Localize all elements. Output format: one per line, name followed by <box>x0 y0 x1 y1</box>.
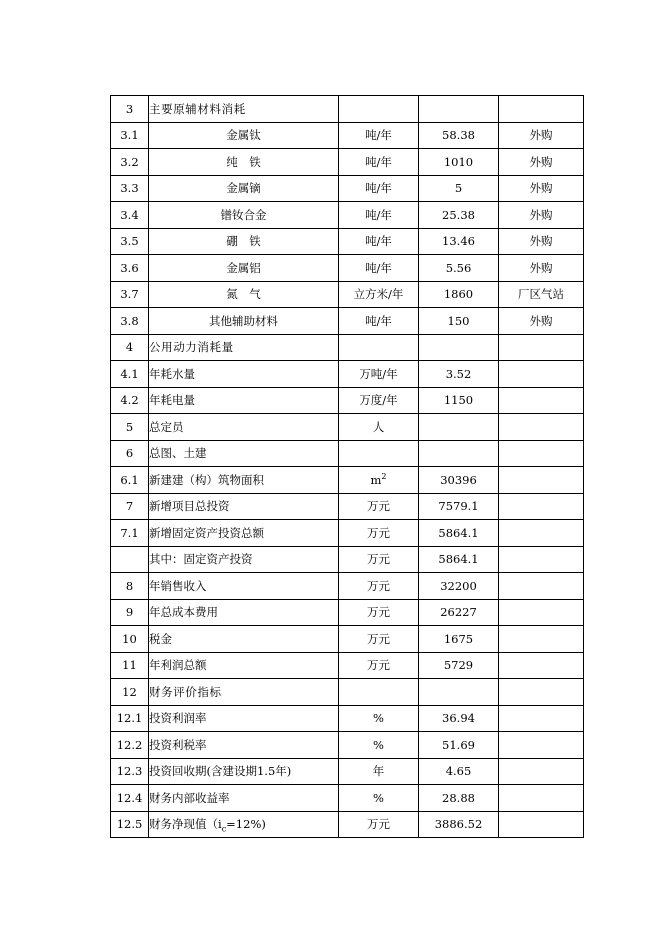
row-note <box>499 732 584 759</box>
row-note <box>499 758 584 785</box>
row-note: 外购 <box>499 228 584 255</box>
row-value: 51.69 <box>419 732 499 759</box>
row-number: 3.5 <box>111 228 149 255</box>
row-unit: 立方米/年 <box>339 281 419 308</box>
row-item: 氮 气 <box>149 281 339 308</box>
row-value: 1150 <box>419 387 499 414</box>
table-row <box>111 652 584 679</box>
row-note: 外购 <box>499 122 584 149</box>
row-number <box>111 546 149 573</box>
row-item: 镨钕合金 <box>149 202 339 229</box>
row-number: 3.8 <box>111 308 149 335</box>
table-row <box>111 149 584 176</box>
row-value: 5864.1 <box>419 546 499 573</box>
row-item: 主要原辅材料消耗 <box>149 96 339 123</box>
table-row <box>111 546 584 573</box>
row-value: 26227 <box>419 599 499 626</box>
row-unit <box>339 440 419 467</box>
row-item: 年总成本费用 <box>149 599 339 626</box>
row-value: 1675 <box>419 626 499 653</box>
row-note <box>499 785 584 812</box>
item-prefix: 财务净现值（i <box>149 817 222 832</box>
row-unit: 万元 <box>339 811 419 838</box>
row-number: 9 <box>111 599 149 626</box>
row-note <box>499 679 584 706</box>
row-value: 25.38 <box>419 202 499 229</box>
row-unit: 吨/年 <box>339 149 419 176</box>
row-note <box>499 626 584 653</box>
table-row <box>111 308 584 335</box>
row-number: 12.5 <box>111 811 149 838</box>
row-number: 12.1 <box>111 705 149 732</box>
row-note: 外购 <box>499 255 584 282</box>
table-row <box>111 334 584 361</box>
row-item: 总定员 <box>149 414 339 441</box>
table-row <box>111 732 584 759</box>
table-row <box>111 122 584 149</box>
row-value: 150 <box>419 308 499 335</box>
row-note <box>499 361 584 388</box>
row-item: 年耗水量 <box>149 361 339 388</box>
table-row <box>111 387 584 414</box>
row-number: 6 <box>111 440 149 467</box>
row-item: 其中：固定资产投资 <box>149 546 339 573</box>
table-row <box>111 520 584 547</box>
table-row <box>111 175 584 202</box>
table-row <box>111 705 584 732</box>
row-unit: 人 <box>339 414 419 441</box>
row-value: 1010 <box>419 149 499 176</box>
row-value: 3886.52 <box>419 811 499 838</box>
row-item: 财务内部收益率 <box>149 785 339 812</box>
row-unit: 万元 <box>339 493 419 520</box>
row-value: 36.94 <box>419 705 499 732</box>
row-unit <box>339 679 419 706</box>
row-number: 12 <box>111 679 149 706</box>
row-note <box>499 520 584 547</box>
row-item: 纯 铁 <box>149 149 339 176</box>
row-unit: 万元 <box>339 626 419 653</box>
table-row <box>111 414 584 441</box>
row-number: 3.3 <box>111 175 149 202</box>
row-item: 其他辅助材料 <box>149 308 339 335</box>
table-row <box>111 361 584 388</box>
row-unit: 吨/年 <box>339 255 419 282</box>
row-note <box>499 96 584 123</box>
row-unit: 吨/年 <box>339 308 419 335</box>
row-unit: 吨/年 <box>339 228 419 255</box>
row-value: 3.52 <box>419 361 499 388</box>
row-item: 年销售收入 <box>149 573 339 600</box>
row-note <box>499 652 584 679</box>
row-unit: 万元 <box>339 573 419 600</box>
row-item: 金属镝 <box>149 175 339 202</box>
row-unit: 万元 <box>339 652 419 679</box>
row-value <box>419 334 499 361</box>
indicator-table <box>110 95 584 838</box>
row-value: 5 <box>419 175 499 202</box>
row-note: 外购 <box>499 202 584 229</box>
row-number: 10 <box>111 626 149 653</box>
row-value: 5729 <box>419 652 499 679</box>
row-item: 投资利润率 <box>149 705 339 732</box>
table-row <box>111 467 584 494</box>
item-subscript: c <box>221 824 227 834</box>
row-value <box>419 96 499 123</box>
row-item: 投资回收期(含建设期1.5年) <box>149 758 339 785</box>
row-unit <box>339 334 419 361</box>
row-value: 5864.1 <box>419 520 499 547</box>
row-number: 8 <box>111 573 149 600</box>
row-number: 5 <box>111 414 149 441</box>
row-number: 3.1 <box>111 122 149 149</box>
row-number: 7.1 <box>111 520 149 547</box>
row-unit: 吨/年 <box>339 122 419 149</box>
row-value <box>419 679 499 706</box>
row-value: 13.46 <box>419 228 499 255</box>
table-row <box>111 96 584 123</box>
row-value: 30396 <box>419 467 499 494</box>
row-number: 4.2 <box>111 387 149 414</box>
row-note <box>499 387 584 414</box>
row-number: 12.2 <box>111 732 149 759</box>
row-item: 年利润总额 <box>149 652 339 679</box>
row-item: 财务评价指标 <box>149 679 339 706</box>
row-item: 金属铝 <box>149 255 339 282</box>
row-number: 12.4 <box>111 785 149 812</box>
table-row <box>111 255 584 282</box>
row-note <box>499 334 584 361</box>
row-note <box>499 811 584 838</box>
row-note <box>499 599 584 626</box>
row-value <box>419 440 499 467</box>
row-unit: 万吨/年 <box>339 361 419 388</box>
row-note: 外购 <box>499 149 584 176</box>
table-row <box>111 493 584 520</box>
row-value: 1860 <box>419 281 499 308</box>
row-number: 3 <box>111 96 149 123</box>
unit-superscript: 2 <box>381 471 387 481</box>
row-number: 11 <box>111 652 149 679</box>
row-note <box>499 440 584 467</box>
row-number: 6.1 <box>111 467 149 494</box>
row-number: 3.2 <box>111 149 149 176</box>
row-number: 3.6 <box>111 255 149 282</box>
row-number: 4 <box>111 334 149 361</box>
row-number: 12.3 <box>111 758 149 785</box>
row-item: 年耗电量 <box>149 387 339 414</box>
row-note <box>499 467 584 494</box>
row-note <box>499 573 584 600</box>
row-value: 7579.1 <box>419 493 499 520</box>
item-suffix: =12%) <box>226 817 266 832</box>
row-unit: 万元 <box>339 520 419 547</box>
table-row <box>111 440 584 467</box>
row-note: 外购 <box>499 308 584 335</box>
row-unit: % <box>339 705 419 732</box>
row-unit: 万度/年 <box>339 387 419 414</box>
row-unit <box>339 467 419 494</box>
row-number: 3.4 <box>111 202 149 229</box>
row-item: 投资利税率 <box>149 732 339 759</box>
table-row <box>111 626 584 653</box>
row-note <box>499 414 584 441</box>
row-note <box>499 705 584 732</box>
row-item <box>149 811 339 838</box>
table-row <box>111 679 584 706</box>
table-row <box>111 811 584 838</box>
row-unit: 年 <box>339 758 419 785</box>
row-note <box>499 493 584 520</box>
unit-base: m <box>370 472 382 487</box>
table-row <box>111 202 584 229</box>
row-value: 5.56 <box>419 255 499 282</box>
row-value: 28.88 <box>419 785 499 812</box>
row-item: 总图、土建 <box>149 440 339 467</box>
row-value: 32200 <box>419 573 499 600</box>
row-item: 公用动力消耗量 <box>149 334 339 361</box>
row-unit: 吨/年 <box>339 175 419 202</box>
row-note <box>499 546 584 573</box>
row-number: 4.1 <box>111 361 149 388</box>
row-unit: 万元 <box>339 599 419 626</box>
row-unit: % <box>339 732 419 759</box>
row-value: 4.65 <box>419 758 499 785</box>
table-row <box>111 281 584 308</box>
row-item: 新增项目总投资 <box>149 493 339 520</box>
row-value <box>419 414 499 441</box>
row-item: 税金 <box>149 626 339 653</box>
row-note: 外购 <box>499 175 584 202</box>
table-row <box>111 785 584 812</box>
row-unit: 万元 <box>339 546 419 573</box>
table-row <box>111 758 584 785</box>
row-item: 硼 铁 <box>149 228 339 255</box>
row-item: 新建建（构）筑物面积 <box>149 467 339 494</box>
row-unit: % <box>339 785 419 812</box>
table-row <box>111 599 584 626</box>
row-value: 58.38 <box>419 122 499 149</box>
row-unit <box>339 96 419 123</box>
table-row <box>111 228 584 255</box>
table-row <box>111 573 584 600</box>
row-number: 7 <box>111 493 149 520</box>
row-unit: 吨/年 <box>339 202 419 229</box>
row-item: 金属钛 <box>149 122 339 149</box>
row-number: 3.7 <box>111 281 149 308</box>
row-item: 新增固定资产投资总额 <box>149 520 339 547</box>
row-note: 厂区气站 <box>499 281 584 308</box>
